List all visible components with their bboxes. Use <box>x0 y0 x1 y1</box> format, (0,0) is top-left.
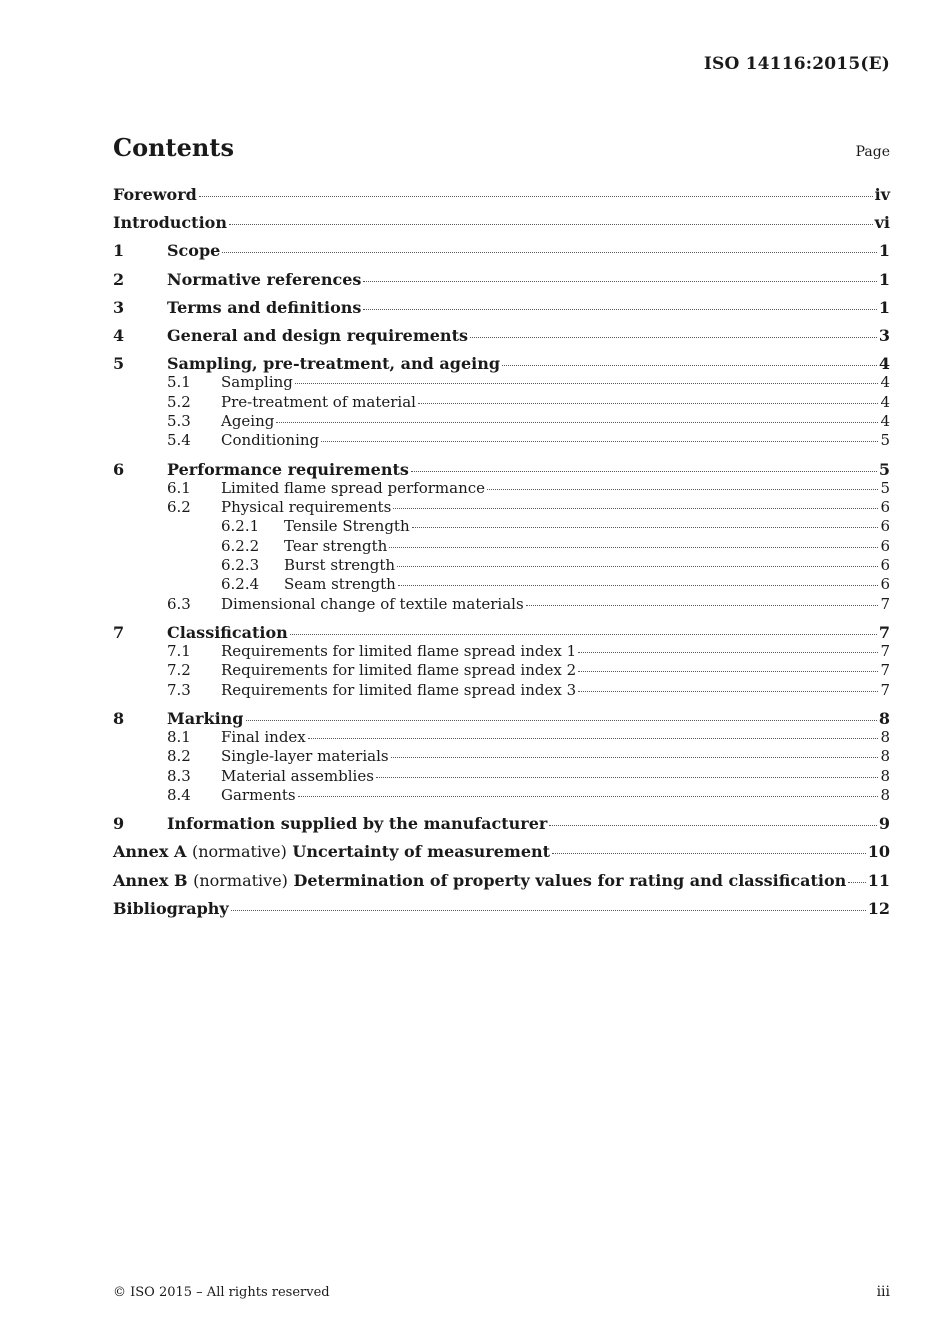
toc-dot-leader <box>526 605 879 606</box>
toc-dot-leader <box>578 691 878 692</box>
toc-entry-number: 8.1 <box>167 728 191 747</box>
toc-entry-title-text: Performance requirements <box>167 459 409 479</box>
toc-entry-number: 6.2.4 <box>221 575 260 594</box>
toc-entry-page: 4 <box>880 412 890 431</box>
toc-dot-leader <box>487 489 878 490</box>
toc-entry-title <box>221 681 576 700</box>
toc-entry-page: 6 <box>880 498 890 517</box>
toc-entry-page: 1 <box>878 297 890 317</box>
toc-entry-page: 6 <box>880 517 890 536</box>
toc-entry[interactable] <box>113 556 890 575</box>
toc-entry[interactable] <box>113 871 890 890</box>
toc-entry[interactable] <box>113 575 890 594</box>
toc-entry-title <box>221 661 576 680</box>
toc-entry-number: 8.2 <box>167 747 191 766</box>
toc-entry-number: 7 <box>113 622 125 642</box>
toc-entry-number: 8.3 <box>167 766 191 785</box>
toc-entry-title <box>284 556 395 575</box>
toc-entry-title-text: Limited flame spread performance <box>221 478 486 497</box>
footer-page-number: iii <box>876 1284 890 1300</box>
toc-entry[interactable] <box>113 393 890 412</box>
toc-entry-title-text: Terms and definitions <box>167 297 362 317</box>
toc-entry-page: 8 <box>880 766 890 785</box>
toc-entry-page: 9 <box>878 814 890 834</box>
toc-entry[interactable] <box>113 373 890 392</box>
toc-dot-leader <box>246 720 877 721</box>
toc-entry[interactable] <box>113 460 890 479</box>
toc-entry-page: iv <box>874 185 890 204</box>
toc-dot-leader <box>578 671 878 672</box>
toc-dot-leader <box>363 309 876 310</box>
toc-entry[interactable] <box>113 747 890 766</box>
toc-entry-title-text: Tear strength <box>284 536 388 555</box>
toc-entry-page: 7 <box>880 680 890 699</box>
toc-dot-leader <box>222 252 877 253</box>
toc-entry-title <box>284 575 396 594</box>
toc-dot-leader <box>578 652 878 653</box>
toc-entry-page: 4 <box>880 392 890 411</box>
toc-entry-title-text: Tensile Strength <box>284 517 410 536</box>
toc-entry-page: 8 <box>880 747 890 766</box>
toc-annex-label: Annex B <box>113 870 188 890</box>
toc-entry-page: 5 <box>880 478 890 497</box>
toc-entry[interactable] <box>113 681 890 700</box>
toc-entry-number: 6.2 <box>167 498 191 517</box>
toc-entry-number: 7.2 <box>167 661 191 680</box>
toc-entry-title-text: Garments <box>221 786 296 805</box>
toc-entry-page: 5 <box>878 459 890 479</box>
toc-dot-leader <box>552 853 866 854</box>
toc-entry-page: 6 <box>880 575 890 594</box>
toc-entry[interactable] <box>113 431 890 450</box>
toc-entry-title <box>221 642 576 661</box>
toc-annex-label: Annex A <box>113 842 187 862</box>
toc-dot-leader <box>321 441 878 442</box>
toc-dot-leader <box>389 547 878 548</box>
toc-entry-title-text: General and design requirements <box>167 325 468 345</box>
footer-copyright: © ISO 2015 – All rights reserved <box>113 1285 330 1300</box>
toc-entry[interactable] <box>113 814 890 833</box>
toc-entry-title <box>221 412 274 431</box>
toc-entry-page: 8 <box>880 786 890 805</box>
toc-entry-page: 12 <box>867 898 890 918</box>
toc-dot-leader <box>376 777 879 778</box>
toc-dot-leader <box>411 471 877 472</box>
toc-entry-title-text: Physical requirements <box>221 498 392 517</box>
toc-entry-page: 7 <box>880 661 890 680</box>
toc-entry-page: 7 <box>880 642 890 661</box>
toc-entry[interactable] <box>113 728 890 747</box>
toc-entry-title <box>221 595 524 614</box>
toc-dot-leader <box>502 365 877 366</box>
toc-entry-title-text: Scope <box>167 241 221 261</box>
toc-entry-title-text: Requirements for limited flame spread index 3 <box>221 680 577 699</box>
toc-entry-title-text: Bibliography <box>113 898 229 918</box>
toc-entry-title <box>221 393 416 412</box>
toc-entry[interactable] <box>113 185 890 204</box>
toc-entry-page: 7 <box>878 622 890 642</box>
toc-entry-page: 11 <box>867 870 890 890</box>
toc-entry-number: 6.2.2 <box>221 536 260 555</box>
toc-entry-number: 3 <box>113 297 125 317</box>
toc-entry-number: 6 <box>113 459 125 479</box>
toc-entry[interactable] <box>113 595 890 614</box>
toc-dot-leader <box>398 585 879 586</box>
contents-heading: Contents <box>113 133 234 162</box>
toc-entry-title-text: Sampling <box>221 373 293 392</box>
toc-entry[interactable] <box>113 786 890 805</box>
toc-dot-leader <box>290 634 877 635</box>
toc-entry-page: 5 <box>880 431 890 450</box>
toc-entry-title <box>221 767 374 786</box>
toc-dot-leader <box>848 882 865 883</box>
toc-entry-title-text: Dimensional change of textile materials <box>221 594 524 613</box>
toc-entry-page: 10 <box>867 842 890 862</box>
toc-entry-page: vi <box>874 213 890 233</box>
toc-entry-title-text: Pre-treatment of material <box>221 392 416 411</box>
toc-entry[interactable] <box>113 537 890 556</box>
toc-entry-title <box>284 517 410 536</box>
toc-entry-title <box>167 298 361 317</box>
toc-entry-number: 1 <box>113 241 125 261</box>
toc-entry-page: 1 <box>878 269 890 289</box>
toc-entry-number: 4 <box>113 325 125 345</box>
toc-entry-title <box>167 326 468 345</box>
toc-entry-title <box>113 185 197 204</box>
toc-entry-title <box>221 728 306 747</box>
toc-entry-title <box>221 479 485 498</box>
toc-entry-page: 8 <box>878 708 890 728</box>
toc-dot-leader <box>276 422 878 423</box>
toc-entry[interactable] <box>113 354 890 373</box>
toc-dot-leader <box>298 796 879 797</box>
document-id: ISO 14116:2015(E) <box>703 54 890 74</box>
toc-entry[interactable] <box>113 623 890 642</box>
toc-entry-title <box>167 354 500 373</box>
toc-entry-title-text: Ageing <box>221 412 275 431</box>
toc-entry-title-text: Single-layer materials <box>221 747 389 766</box>
toc-entry-title <box>221 747 389 766</box>
toc-entry-title <box>221 373 293 392</box>
toc-dot-leader <box>470 337 877 338</box>
toc-entry-page: 6 <box>880 555 890 574</box>
toc-entry-page: 6 <box>880 536 890 555</box>
toc-entry-page: 4 <box>878 354 890 374</box>
toc-entry[interactable] <box>113 661 890 680</box>
toc-entry-title <box>221 431 319 450</box>
toc-entry-title-text: Classification <box>167 622 288 642</box>
toc-entry-title <box>167 270 361 289</box>
toc-entry-title-text: Material assemblies <box>221 766 374 785</box>
toc-annex-type: (normative) <box>191 842 287 862</box>
table-of-contents <box>113 185 890 918</box>
toc-entry-title <box>113 213 227 232</box>
toc-entry[interactable] <box>113 899 890 918</box>
toc-entry-number: 5 <box>113 354 125 374</box>
toc-entry-number: 7.3 <box>167 680 191 699</box>
toc-entry-title <box>167 460 409 479</box>
toc-dot-leader <box>393 508 878 509</box>
toc-entry[interactable] <box>113 479 890 498</box>
toc-entry-title <box>113 842 550 861</box>
toc-entry-number: 6.3 <box>167 594 191 613</box>
toc-entry-number: 8.4 <box>167 786 191 805</box>
toc-entry-title <box>167 241 220 260</box>
toc-entry-number: 5.3 <box>167 412 191 431</box>
toc-entry-title <box>167 623 288 642</box>
toc-entry-number: 9 <box>113 814 125 834</box>
toc-entry-number: 5.2 <box>167 392 191 411</box>
toc-entry-title-text: Marking <box>167 708 244 728</box>
toc-entry[interactable] <box>113 213 890 232</box>
toc-dot-leader <box>397 566 878 567</box>
toc-dot-leader <box>363 281 876 282</box>
toc-entry-title-text: Final index <box>221 728 306 747</box>
toc-entry-page: 7 <box>880 594 890 613</box>
toc-entry[interactable] <box>113 642 890 661</box>
toc-entry[interactable] <box>113 241 890 260</box>
toc-entry[interactable] <box>113 767 890 786</box>
toc-dot-leader <box>231 910 866 911</box>
toc-entry-title-text: Information supplied by the manufacturer <box>167 814 548 834</box>
toc-entry-title-text: Uncertainty of measurement <box>292 842 551 862</box>
toc-entry-page: 3 <box>878 325 890 345</box>
toc-entry-title-text: Normative references <box>167 269 362 289</box>
toc-annex-type: (normative) <box>193 870 288 890</box>
toc-entry-title-text: Conditioning <box>221 431 320 450</box>
toc-dot-leader <box>199 196 873 197</box>
toc-entry[interactable] <box>113 412 890 431</box>
toc-entry-title-text: Seam strength <box>284 575 396 594</box>
toc-entry-number: 5.4 <box>167 431 191 450</box>
toc-entry-title-text: Sampling, pre-treatment, and ageing <box>167 354 501 374</box>
toc-entry-title-text: Introduction <box>113 213 227 233</box>
toc-entry[interactable] <box>113 270 890 289</box>
toc-dot-leader <box>418 403 879 404</box>
toc-entry[interactable] <box>113 498 890 517</box>
toc-dot-leader <box>412 527 879 528</box>
toc-entry-title <box>284 537 387 556</box>
toc-entry[interactable] <box>113 842 890 861</box>
toc-entry[interactable] <box>113 298 890 317</box>
toc-dot-leader <box>295 383 879 384</box>
toc-dot-leader <box>391 757 879 758</box>
toc-entry-title-text: Determination of property values for rating and classification <box>293 870 847 890</box>
toc-entry-number: 2 <box>113 269 125 289</box>
toc-entry-number: 6.1 <box>167 478 191 497</box>
toc-entry-number: 5.1 <box>167 373 191 392</box>
toc-entry[interactable] <box>113 517 890 536</box>
toc-entry-title <box>221 786 296 805</box>
toc-dot-leader <box>308 738 879 739</box>
toc-entry-page: 8 <box>880 728 890 747</box>
toc-entry-number: 6.2.3 <box>221 555 260 574</box>
toc-dot-leader <box>229 224 873 225</box>
toc-entry-page: 4 <box>880 373 890 392</box>
page-column-label: Page <box>855 144 890 160</box>
toc-entry-title <box>167 709 244 728</box>
contents-heading-row <box>113 133 890 162</box>
toc-entry-title <box>221 498 391 517</box>
toc-entry-title <box>167 814 547 833</box>
toc-entry-title <box>113 871 846 890</box>
toc-entry-title-text: Requirements for limited flame spread index 2 <box>221 661 577 680</box>
toc-entry[interactable] <box>113 326 890 345</box>
toc-entry-title <box>113 899 229 918</box>
toc-entry-page: 1 <box>878 241 890 261</box>
toc-entry-number: 8 <box>113 708 125 728</box>
toc-dot-leader <box>549 825 877 826</box>
toc-entry-title-text: Foreword <box>113 185 197 204</box>
toc-entry[interactable] <box>113 709 890 728</box>
toc-entry-number: 7.1 <box>167 642 191 661</box>
toc-entry-title-text: Burst strength <box>284 555 396 574</box>
toc-entry-number: 6.2.1 <box>221 517 260 536</box>
toc-entry-title-text: Requirements for limited flame spread index 1 <box>221 642 577 661</box>
